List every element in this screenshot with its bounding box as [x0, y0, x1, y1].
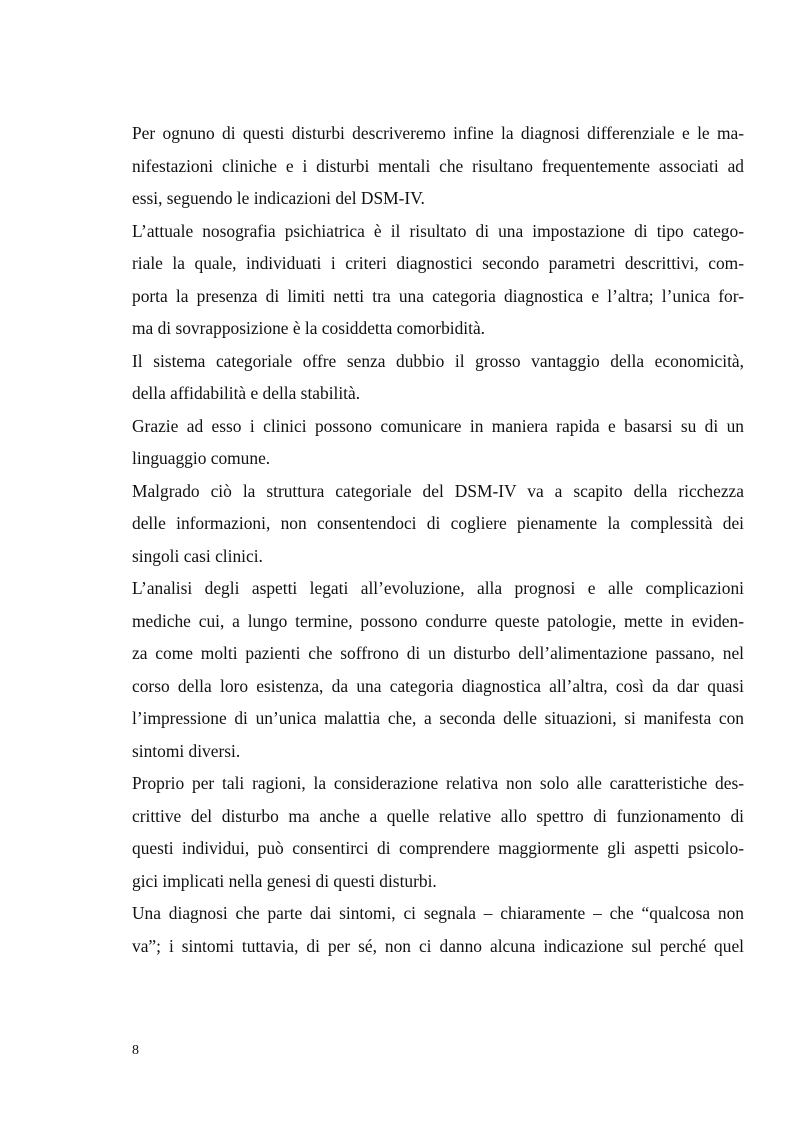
text-line: l’impressione di un’unica malattia che, a seconda delle situazioni, si manifesta con	[132, 708, 744, 728]
text-line: Grazie ad esso i clinici possono comunicare in maniera rapida e basarsi su di un	[132, 415, 744, 436]
text-line: sintomi diversi.	[132, 740, 241, 761]
text-line: ma di sovrapposizione è la cosiddetta comorbidità.	[132, 318, 486, 338]
text-line: gici implicati nella genesi di questi disturbi.	[132, 870, 437, 891]
text-line: questi individui, può consentirci di comprendere maggiormente gli aspetti psicolo-	[132, 838, 744, 858]
page-number: 8	[132, 1043, 139, 1058]
text-line: Per ognuno di questi disturbi descriveremo infine la diagnosi differenziale e le ma-	[132, 123, 744, 143]
text-line: L’attuale nosografia psichiatrica è il risultato di una impostazione di tipo catego-	[132, 220, 744, 241]
text-line: nifestazioni cliniche e i disturbi mentali che risultano frequentemente associati ad	[132, 155, 744, 176]
text-line: mediche cui, a lungo termine, possono condurre queste patologie, mette in eviden-	[132, 610, 744, 631]
text-line: L’analisi degli aspetti legati all’evoluzione, alla prognosi e alle complicazioni	[132, 578, 744, 598]
text-line: singoli casi clinici.	[132, 545, 263, 566]
text-line: porta la presenza di limiti netti tra una categoria diagnostica e l’altra; l’unica for-	[132, 285, 744, 306]
text-line: linguaggio comune.	[132, 448, 271, 468]
text-line: za come molti pazienti che soffrono di un disturbo dell’alimentazione passano, nel	[132, 643, 744, 663]
text-line: corso della loro esistenza, da una categoria diagnostica all’altra, così da dar quasi	[132, 675, 744, 696]
text-line: Una diagnosi che parte dai sintomi, ci segnala – chiaramente – che “qualcosa non	[132, 903, 744, 923]
text-line: riale la quale, individuati i criteri diagnostici secondo parametri descrittivi, com-	[132, 253, 744, 273]
text-line: crittive del disturbo ma anche a quelle relative allo spettro di funzionamento di	[132, 805, 744, 826]
text-line: Malgrado ciò la struttura categoriale del DSM-IV va a scapito della ricchezza	[132, 480, 744, 501]
text-line: delle informazioni, non consentendoci di cogliere pienamente la complessità dei	[132, 513, 744, 533]
text-line: Il sistema categoriale offre senza dubbio il grosso vantaggio della economicità,	[132, 350, 744, 371]
text-line: della affidabilità e della stabilità.	[132, 383, 361, 403]
body-text	[132, 117, 744, 962]
text-line: Proprio per tali ragioni, la considerazione relativa non solo alle caratteristiche des-	[132, 773, 744, 793]
text-line: va”; i sintomi tuttavia, di per sé, non ci danno alcuna indicazione sul perché quel	[132, 935, 744, 956]
text-line: essi, seguendo le indicazioni del DSM-IV.	[132, 188, 425, 208]
